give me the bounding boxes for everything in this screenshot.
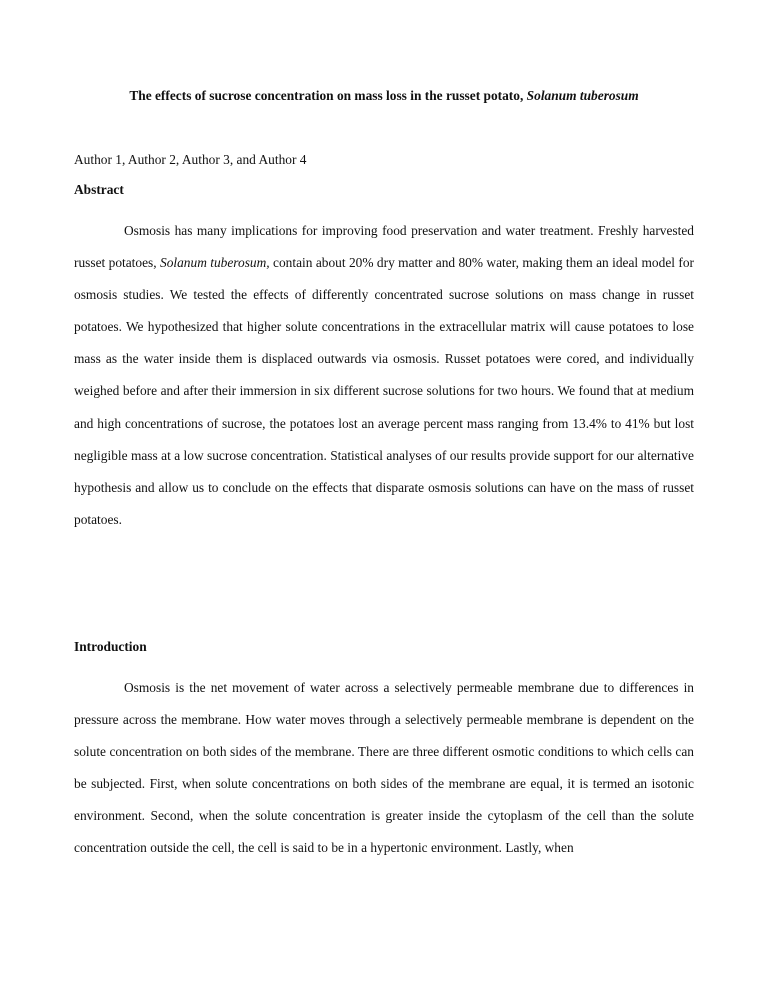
abstract-paragraph: [74, 215, 694, 536]
abstract-text-before-species: Osmosis has many implications for improving food preservation and water treatment. Freshly harvested russet potatoes,: [74, 223, 694, 271]
paper-title: [74, 76, 694, 115]
author-list: Author 1, Author 2, Author 3, and Author 4: [74, 152, 307, 167]
paper-title-species: Solanum tuberosum: [526, 88, 639, 103]
introduction-heading: Introduction: [74, 639, 147, 654]
introduction-paragraph: Osmosis is the net movement of water across a selectively permeable membrane due to differences in pressure across the membrane. How water moves through a selectively permeable membrane is dependent on the solute concentration on both sides of the membrane. There are three different osmotic conditions to which cells can be subjected. First, when solute concentrations on both sides of the membrane are equal, it is termed an isotonic environment. Second, when the solute concentration is greater inside the cytoplasm of the cell than the solute concentration outside the cell, the cell is said to be in a hypertonic environment. Lastly, when: [74, 680, 694, 856]
abstract-heading: Abstract: [74, 182, 124, 197]
abstract-text-after-species: contain about 20% dry matter and 80% water, making them an ideal model for osmosis studies. We tested the effects of differently concentrated sucrose solutions on mass change in russet potatoes. We hypothesized that higher solute concentrations in the extracellular matrix will cause potatoes to lose mass as the water inside them is displaced outwards via osmosis. Russet potatoes were cored, and individually weighed before and after their immersion in six different sucrose solutions for two hours. We found that at medium and high concentrations of sucrose, the potatoes lost an average percent mass ranging from 13.4% to 41% but lost negligible mass at a low sucrose concentration. Statistical analyses of our results provide support for our alternative hypothesis and allow us to conclude on the effects that disparate osmosis solutions can have on the mass of russet potatoes.: [74, 255, 694, 527]
abstract-species: Solanum tuberosum,: [160, 255, 270, 271]
paper-title-main: The effects of sucrose concentration on mass loss in the russet potato,: [129, 88, 527, 103]
